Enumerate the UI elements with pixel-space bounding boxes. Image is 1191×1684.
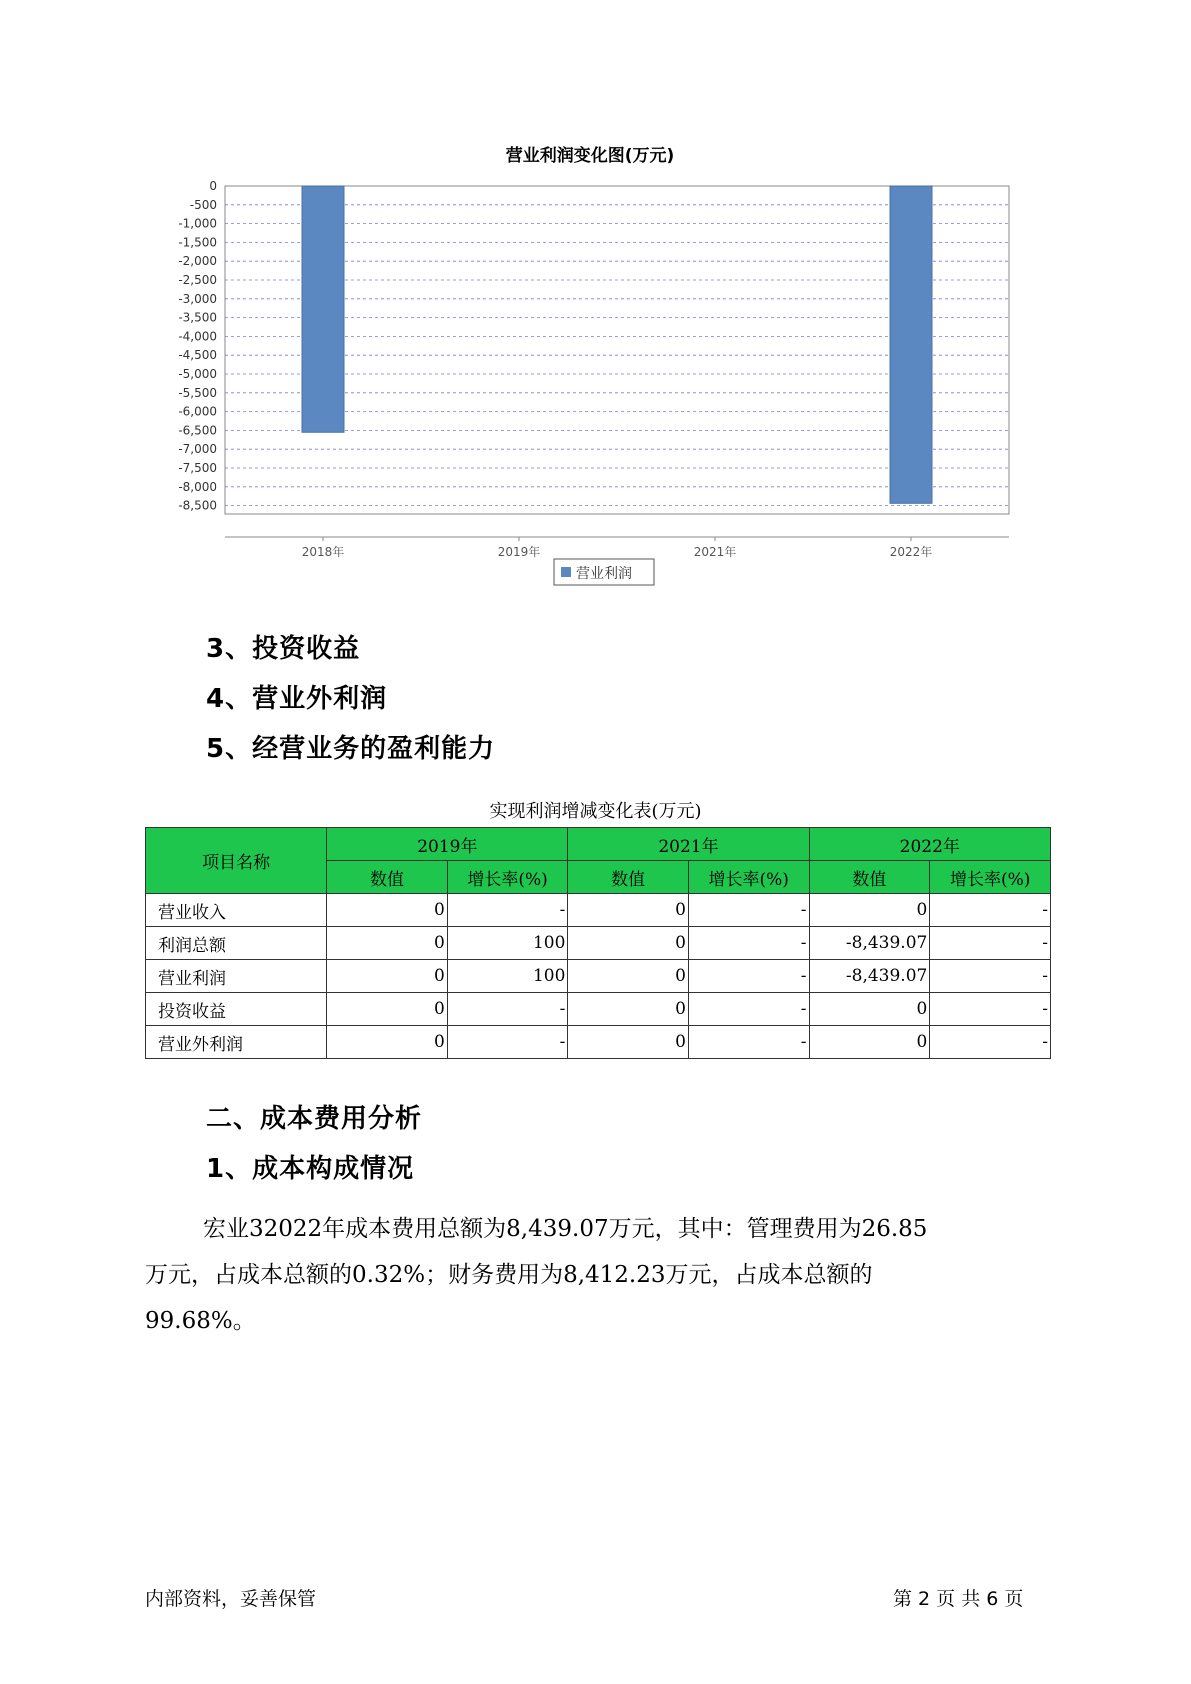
- cell: -: [447, 894, 568, 927]
- cell: -: [688, 993, 809, 1026]
- subsection-cost-structure: 1、成本构成情况: [206, 1154, 415, 1184]
- chart-title: 营业利润变化图(万元): [505, 146, 675, 166]
- x-axis-ticks: [302, 537, 933, 559]
- bar: [302, 186, 344, 432]
- cell: 0: [809, 894, 930, 927]
- paragraph-line: 宏业32022年成本费用总额为8,439.07万元，其中：管理费用为26.85: [203, 1216, 928, 1242]
- bars: [302, 186, 932, 503]
- cell: -: [930, 960, 1051, 993]
- y-tick-label: -8,500: [178, 498, 217, 513]
- header-growth: 增长率(%): [930, 861, 1051, 894]
- table-row: [146, 1026, 1051, 1059]
- legend-swatch: [561, 567, 571, 577]
- x-tick-label: 2019年: [497, 545, 541, 559]
- row-name: 营业收入: [146, 894, 327, 927]
- cell: 0: [327, 1026, 448, 1059]
- y-tick-label: -1,500: [178, 235, 217, 250]
- y-tick-label: -6,000: [178, 404, 217, 419]
- header-value: 数值: [568, 861, 689, 894]
- heading-non-operating-profit: 4、营业外利润: [206, 684, 388, 714]
- cell: 0: [809, 993, 930, 1026]
- row-name: 营业外利润: [146, 1026, 327, 1059]
- header-item-name: 项目名称: [146, 828, 327, 894]
- cell: 100: [447, 927, 568, 960]
- y-tick-label: -1,000: [178, 216, 217, 231]
- y-tick-label: -7,000: [178, 442, 217, 457]
- cell: 0: [568, 894, 689, 927]
- y-tick-label: -4,000: [178, 329, 217, 344]
- header-value: 数值: [809, 861, 930, 894]
- table-row: [146, 993, 1051, 1026]
- row-name: 投资收益: [146, 993, 327, 1026]
- table-row: [146, 960, 1051, 993]
- y-tick-label: -8,000: [178, 479, 217, 494]
- table-header-row-1: [146, 828, 1051, 861]
- cost-paragraph: [145, 1206, 1051, 1344]
- cell: -: [930, 894, 1051, 927]
- y-tick-label: -4,500: [178, 348, 217, 363]
- header-year-2019: 2019年: [327, 828, 568, 861]
- cell: -8,439.07: [809, 960, 930, 993]
- y-axis-ticks: [178, 179, 217, 513]
- cell: -: [688, 894, 809, 927]
- header-year-2021: 2021年: [568, 828, 809, 861]
- header-value: 数值: [327, 861, 448, 894]
- cell: -: [688, 1026, 809, 1059]
- row-name: 营业利润: [146, 960, 327, 993]
- cell: 0: [568, 960, 689, 993]
- cell: -: [447, 1026, 568, 1059]
- profit-change-table: [145, 827, 1051, 1059]
- cell: 0: [568, 927, 689, 960]
- footer-left: 内部资料，妥善保管: [145, 1588, 317, 1610]
- y-tick-label: -7,500: [178, 461, 217, 475]
- y-tick-label: -3,500: [178, 310, 217, 325]
- y-tick-label: -2,000: [178, 254, 217, 269]
- cell: -: [688, 927, 809, 960]
- cell: 0: [327, 894, 448, 927]
- cell: 0: [327, 927, 448, 960]
- section-title-cost-analysis: 二、成本费用分析: [206, 1104, 423, 1134]
- cell: -8,439.07: [809, 927, 930, 960]
- cell: -: [688, 960, 809, 993]
- x-tick-label: 2022年: [889, 545, 933, 559]
- cell: 100: [447, 960, 568, 993]
- y-tick-label: 0: [209, 179, 217, 193]
- cell: -: [930, 1026, 1051, 1059]
- table-row: [146, 894, 1051, 927]
- cell: -: [930, 993, 1051, 1026]
- y-tick-label: -500: [189, 197, 217, 212]
- operating-profit-chart: [150, 135, 1050, 595]
- heading-investment-income: 3、投资收益: [206, 634, 361, 664]
- y-tick-label: -6,500: [178, 423, 217, 438]
- cell: 0: [809, 1026, 930, 1059]
- y-tick-label: -5,000: [178, 367, 217, 381]
- cell: 0: [568, 993, 689, 1026]
- table-title: 实现利润增减变化表(万元): [489, 801, 702, 822]
- chart-legend: [554, 559, 654, 585]
- x-tick-label: 2018年: [301, 545, 345, 559]
- cell: 0: [327, 993, 448, 1026]
- header-year-2022: 2022年: [809, 828, 1050, 861]
- x-tick-label: 2021年: [693, 545, 737, 559]
- header-growth: 增长率(%): [688, 861, 809, 894]
- y-tick-label: -2,500: [178, 273, 217, 287]
- bar: [890, 186, 932, 503]
- header-growth: 增长率(%): [447, 861, 568, 894]
- y-tick-label: -3,000: [178, 291, 217, 306]
- y-tick-label: -5,500: [178, 385, 217, 400]
- cell: -: [930, 927, 1051, 960]
- paragraph-line: 99.68%。: [145, 1308, 256, 1334]
- cell: -: [447, 993, 568, 1026]
- cell: 0: [568, 1026, 689, 1059]
- footer-page-number: 第 2 页 共 6 页: [893, 1588, 1024, 1610]
- table-row: [146, 927, 1051, 960]
- legend-label: 营业利润: [576, 566, 632, 582]
- heading-profitability: 5、经营业务的盈利能力: [206, 734, 496, 764]
- paragraph-line: 万元，占成本总额的0.32%；财务费用为8,412.23万元，占成本总额的: [145, 1262, 873, 1288]
- row-name: 利润总额: [146, 927, 327, 960]
- cell: 0: [327, 960, 448, 993]
